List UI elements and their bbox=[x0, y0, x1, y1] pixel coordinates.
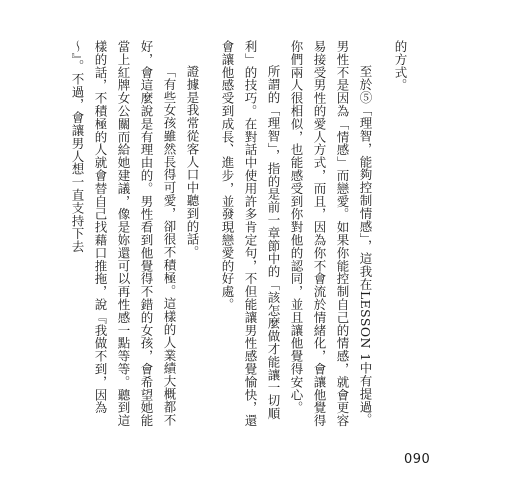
body-text bbox=[70, 40, 412, 430]
paragraph-5: 「有些女孩雖然長得可愛，卻很不積極。這樣的人業績大概都不好，會這麼說是有理由的。男性看到他覺得不錯的女孩，會希望她能當上紅牌女公關而給她建議，像是妳還可以再性感一點等等。聽到這樣的話，不積極的人就會替自己找藉口推拖，說『我做不到，因為～』。不過，會讓男人想一直支持下去 bbox=[70, 40, 177, 427]
page-number: 090 bbox=[404, 452, 431, 467]
paragraph-1: 的方式。 bbox=[393, 40, 408, 92]
paragraph-2: 至於⑤「理智，能夠控制情感」，這我在LESSON 1中有提過。男性不是因為「情感」而戀愛。如果你能控制自己的情感，就會更容易接受男性的愛人方式，而且，因為你不會流於情緒化，會讓他覺得你們兩人很相似，也能感受到你對他的認同，並且讓他覺得安心。 bbox=[289, 40, 373, 427]
paragraph-4: 證據是我常從客人口中聽到的話。 bbox=[185, 65, 200, 259]
paragraph-3: 所謂的「理智」，指的是前一章節中的「該怎麼做才能讓一切順利」的技巧。在對話中使用許多肯定句，不但能讓男性感覺愉快，還會讓他感受到成長、進步，並發現戀愛的好處。 bbox=[220, 40, 281, 427]
